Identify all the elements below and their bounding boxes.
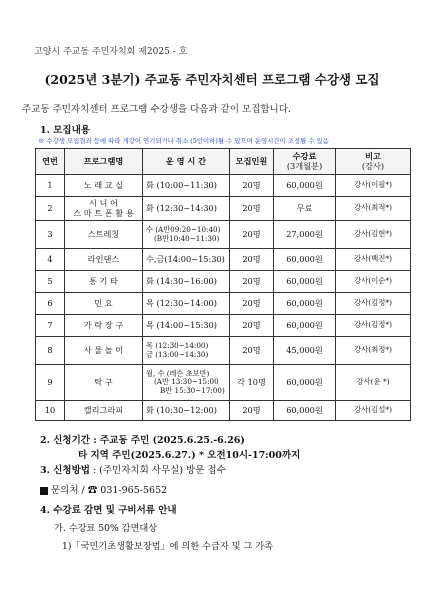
cell-program-name: 스트레칭 <box>65 221 143 249</box>
table-header-row <box>36 149 411 175</box>
cell-fee: 45,000원 <box>274 337 336 365</box>
cell-fee: 무료 <box>274 197 336 221</box>
section-4-heading: 4. 수강료 감면 및 구비서류 안내 <box>40 505 177 516</box>
cell-capacity: 20명 <box>230 315 274 337</box>
table-row <box>36 315 411 337</box>
intro-text: 주교동 주민자치센터 프로그램 수강생을 다음과 같이 모집합니다. <box>22 104 291 115</box>
recruitment-note: ※ 수강생 모집결과 등에 따라 개강이 연기되거나 취소 (5인이하)될 수 있으며 운영시간이 조정될 수 있음 <box>38 137 329 145</box>
cell-program-name: 민 요 <box>65 293 143 315</box>
cell-instructor: 강사(김설*) <box>336 401 411 421</box>
cell-no: 5 <box>36 271 65 293</box>
cell-instructor: 강사(김현*) <box>336 221 411 249</box>
schedule-line: (A반 13:30~15:00 <box>154 377 219 387</box>
schedule-line: 수 (A반09:20~10:40) <box>146 225 221 235</box>
header-fee <box>274 149 336 175</box>
cell-instructor: 강사(백진*) <box>336 249 411 271</box>
cell-program-name: 가 락 장 구 <box>65 315 143 337</box>
header-program-name: 프로그램명 <box>65 149 143 175</box>
section-3-method <box>40 462 226 476</box>
section-3-text: : (주민자치회 사무실) 방문 접수 <box>89 465 226 476</box>
schedule-line: 화 (10:00~11:30) <box>146 179 217 190</box>
header-capacity: 모집인원 <box>230 149 274 175</box>
schedule-line: 화 (10:30~12:00) <box>146 404 217 415</box>
schedule-line: B반 15:30~17:00) <box>160 385 225 395</box>
section-4-sub-1: 1)「국민기초생활보장법」에 의한 수급자 및 그 가족 <box>62 541 274 552</box>
cell-capacity: 20명 <box>230 293 274 315</box>
cell-capacity: 20명 <box>230 221 274 249</box>
cell-no: 6 <box>36 293 65 315</box>
header-note-label: 비고 <box>365 151 381 162</box>
cell-schedule <box>143 293 230 315</box>
page-title: (2025년 3분기) 주교동 주민자치센터 프로그램 수강생 모집 <box>44 72 380 87</box>
header-note-sub: (강사) <box>361 160 385 171</box>
square-bullet-icon <box>40 487 48 495</box>
cell-fee: 60,000원 <box>274 175 336 197</box>
cell-capacity: 각 10명 <box>230 365 274 401</box>
cell-instructor: 강사(김정*) <box>336 315 411 337</box>
cell-capacity: 20명 <box>230 337 274 365</box>
cell-capacity: 20명 <box>230 271 274 293</box>
cell-schedule <box>143 197 230 221</box>
cell-capacity: 20명 <box>230 197 274 221</box>
cell-fee: 60,000원 <box>274 315 336 337</box>
schedule-line: 목 (12:30~14:00) <box>146 297 217 308</box>
schedule-line: 화 (12:30~14:30) <box>146 202 217 213</box>
contact-line <box>40 482 167 496</box>
cell-program-name: 통 기 타 <box>65 271 143 293</box>
cell-no: 10 <box>36 401 65 421</box>
cell-program-name: 시 니 어 스 마 트 폰 활 용 <box>65 197 143 221</box>
cell-instructor: 강사(김정*) <box>336 293 411 315</box>
cell-program-name: 노 래 교 실 <box>65 175 143 197</box>
section-2-period: 2. 신청기간 : 주교동 주민 (2025.6.25.-6.26) <box>40 435 245 446</box>
cell-schedule <box>143 175 230 197</box>
cell-no: 3 <box>36 221 65 249</box>
cell-instructor: 강사(이필*) <box>336 175 411 197</box>
cell-no: 9 <box>36 365 65 401</box>
section-2-other-residents: 타 지역 주민(2025.6.27.) * 오전10시-17:00까지 <box>78 450 301 461</box>
contact-text: 문의처 / ☎ 031-965-5652 <box>51 485 168 496</box>
cell-schedule <box>143 401 230 421</box>
cell-schedule <box>143 221 230 249</box>
header-schedule: 운 영 시 간 <box>143 149 230 175</box>
table-row <box>36 337 411 365</box>
schedule-line: 화 (14:30~16:00) <box>146 275 217 286</box>
table-row <box>36 197 411 221</box>
schedule-line: (B반10:40~11:30) <box>154 233 220 243</box>
header-fee-sub: (3개월분) <box>286 160 323 171</box>
cell-no: 1 <box>36 175 65 197</box>
program-table <box>35 148 411 421</box>
cell-schedule <box>143 315 230 337</box>
schedule-line: 수,금(14:00~15:30) <box>146 253 225 264</box>
cell-fee: 60,000원 <box>274 365 336 401</box>
section-1-heading: 1. 모집내용 <box>40 125 90 136</box>
schedule-line: 월, 수 (레슨 초보반) <box>146 369 210 379</box>
cell-fee: 60,000원 <box>274 293 336 315</box>
cell-schedule <box>143 365 230 401</box>
table-row <box>36 249 411 271</box>
cell-program-name: 라인댄스 <box>65 249 143 271</box>
header-note <box>336 149 411 175</box>
cell-fee: 60,000원 <box>274 249 336 271</box>
schedule-line: 목 (12:30~14:00) <box>146 341 209 351</box>
header-fee-label: 수강료 <box>292 151 317 162</box>
document-number: 고양시 주교동 주민자치회 제2025 - 호 <box>34 47 188 57</box>
cell-program-name: 캘리그라피 <box>65 401 143 421</box>
section-3-label: 3. 신청방법 <box>40 465 90 476</box>
cell-program-name: 탁 구 <box>65 365 143 401</box>
schedule-line: 목 (14:00~15:30) <box>146 319 217 330</box>
schedule-line: 금 (13:00~14:30) <box>146 349 209 359</box>
cell-no: 2 <box>36 197 65 221</box>
cell-fee: 60,000원 <box>274 271 336 293</box>
cell-program-name: 사 물 놀 이 <box>65 337 143 365</box>
cell-schedule <box>143 249 230 271</box>
cell-schedule <box>143 271 230 293</box>
table-row <box>36 401 411 421</box>
cell-fee: 60,000원 <box>274 401 336 421</box>
cell-capacity: 20명 <box>230 175 274 197</box>
table-row <box>36 221 411 249</box>
cell-no: 7 <box>36 315 65 337</box>
section-4-sub-a: 가. 수강료 50% 감면대상 <box>54 523 158 534</box>
table-row <box>36 175 411 197</box>
table-row <box>36 293 411 315</box>
cell-instructor: 강사(최정*) <box>336 337 411 365</box>
cell-schedule <box>143 337 230 365</box>
cell-fee: 27,000원 <box>274 221 336 249</box>
cell-instructor: 강사(최적*) <box>336 197 411 221</box>
cell-instructor: 강사(윤 *) <box>336 365 411 401</box>
header-no: 연번 <box>36 149 65 175</box>
table-row <box>36 365 411 401</box>
cell-no: 8 <box>36 337 65 365</box>
cell-no: 4 <box>36 249 65 271</box>
table-row <box>36 271 411 293</box>
cell-capacity: 20명 <box>230 401 274 421</box>
cell-instructor: 강사(이순*) <box>336 271 411 293</box>
cell-capacity: 20명 <box>230 249 274 271</box>
